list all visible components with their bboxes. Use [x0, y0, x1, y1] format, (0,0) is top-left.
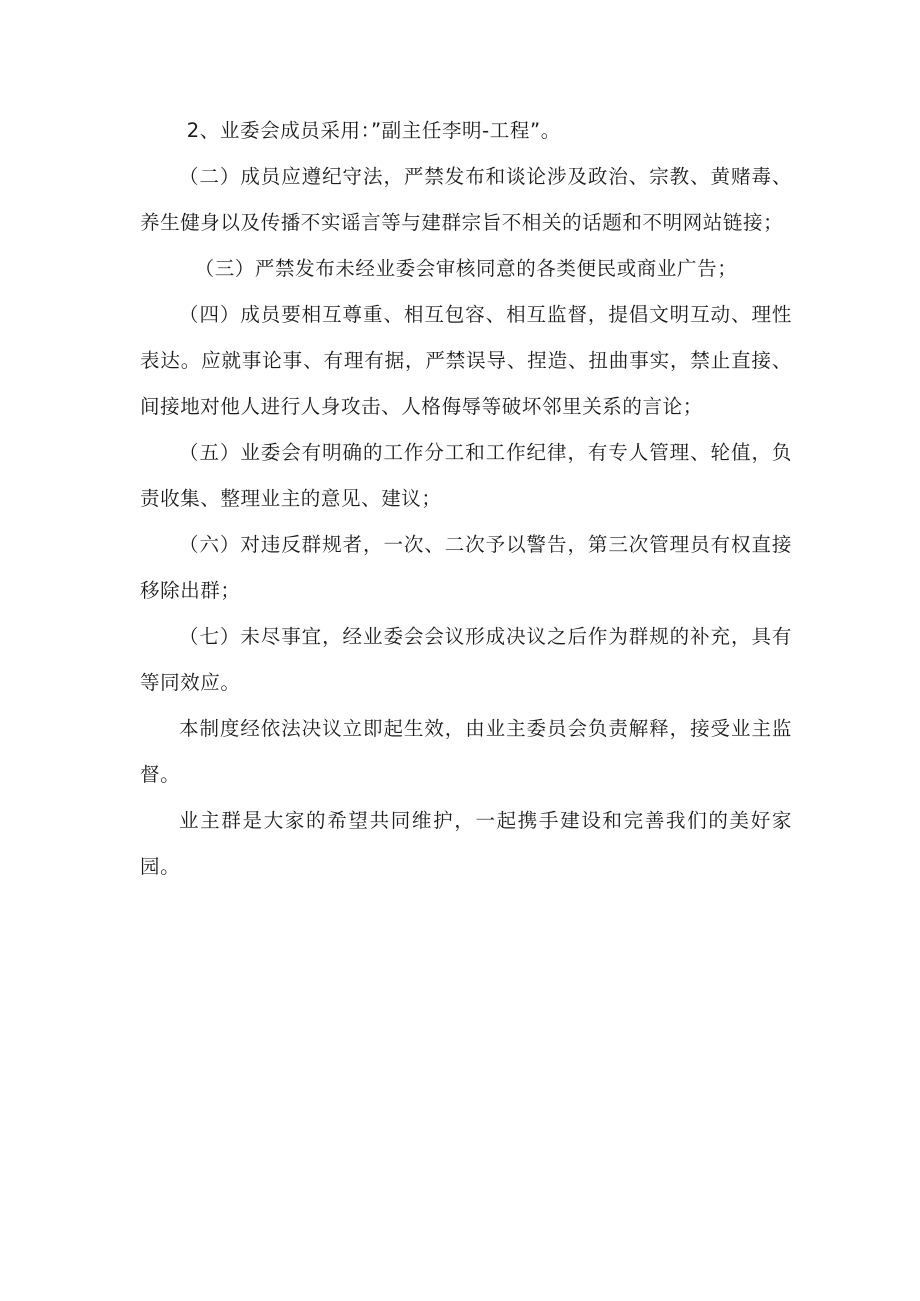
paragraph-effectiveness: 本制度经依法决议立即起生效，由业主委员会负责解释，接受业主监督。: [140, 717, 792, 786]
paragraph-rule-6: （六）对违反群规者，一次、二次予以警告，第三次管理员有权直接移除出群；: [140, 533, 792, 602]
paragraph-member-naming: 2、业委会成员采用：”副主任李明-工程”。: [186, 119, 561, 142]
document-body: [140, 108, 792, 890]
paragraph-rule-3: （三）严禁发布未经业委会审核同意的各类便民或商业广告；: [194, 257, 738, 280]
paragraph-closing: 业主群是大家的希望共同维护，一起携手建设和完善我们的美好家园。: [140, 809, 792, 878]
paragraph-rule-2: （二）成员应遵纪守法，严禁发布和谈论涉及政治、宗教、黄赌毒、养生健身以及传播不实谣言等与建群宗旨不相关的话题和不明网站链接；: [140, 165, 792, 234]
paragraph-rule-5: （五）业委会有明确的工作分工和工作纪律，有专人管理、轮值，负责收集、整理业主的意见、建议；: [140, 441, 792, 510]
paragraph-rule-7: （七）未尽事宜，经业委会会议形成决议之后作为群规的补充，具有等同效应。: [140, 625, 792, 694]
paragraph-rule-4: （四）成员要相互尊重、相互包容、相互监督，提倡文明互动、理性表达。应就事论事、有理有据，严禁误导、捏造、扭曲事实，禁止直接、间接地对他人进行人身攻击、人格侮辱等破坏邻里关系的言论；: [140, 303, 792, 418]
